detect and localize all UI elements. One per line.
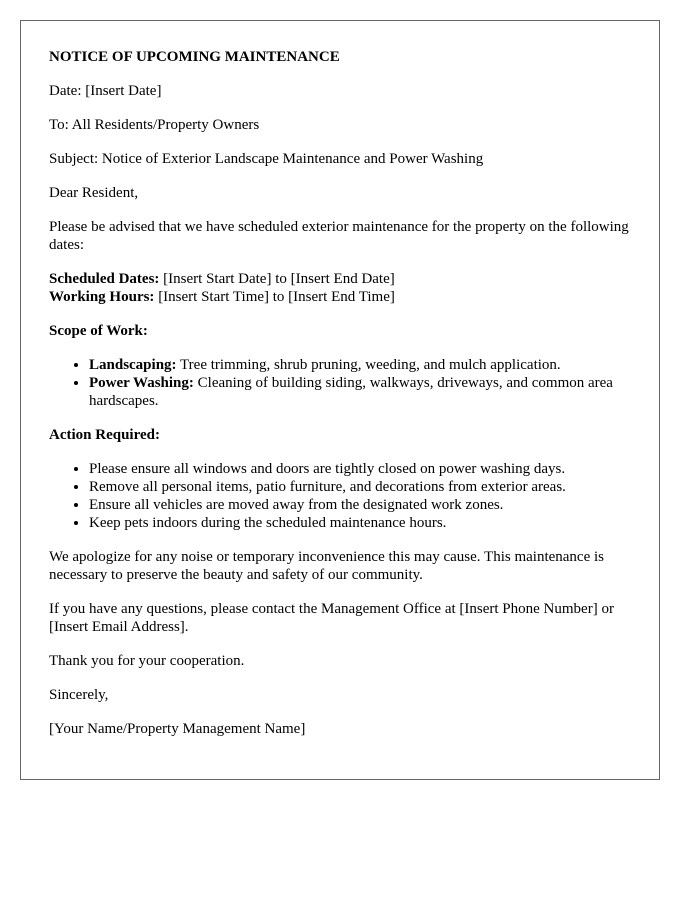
subject-line: Subject: Notice of Exterior Landscape Maintenance and Power Washing	[49, 151, 484, 167]
scheduled-dates-label: Scheduled Dates:	[49, 271, 160, 287]
schedule-block	[49, 270, 631, 306]
apology-paragraph: We apologize for any noise or temporary inconvenience this may cause. This maintenance is necessary to preserve the beauty and safety of our community.	[49, 549, 604, 583]
action-item: • Keep pets indoors during the scheduled maintenance hours.	[89, 514, 631, 532]
maintenance-notice-letter	[20, 20, 660, 780]
action-list	[49, 460, 631, 532]
working-hours-label: Working Hours:	[49, 289, 155, 305]
recipient-line: To: All Residents/Property Owners	[49, 117, 260, 133]
action-heading: Action Required:	[49, 427, 160, 443]
thanks-line: Thank you for your cooperation.	[49, 653, 245, 669]
scope-item-text: Cleaning of building siding, walkways, driveways, and common area hardscapes.	[89, 375, 613, 409]
scope-item-power-washing	[89, 374, 631, 410]
date-line: Date: [Insert Date]	[49, 83, 162, 99]
action-item: • Ensure all vehicles are moved away from the designated work zones.	[89, 496, 631, 514]
intro-paragraph: Please be advised that we have scheduled exterior maintenance for the property on the following dates:	[49, 219, 629, 253]
scope-list	[49, 356, 631, 410]
scope-item-label: Landscaping:	[89, 357, 177, 373]
scope-item-text: Tree trimming, shrub pruning, weeding, and mulch application.	[176, 357, 561, 373]
working-hours-value: [Insert Start Time] to [Insert End Time]	[154, 289, 395, 305]
scope-heading: Scope of Work:	[49, 323, 148, 339]
notice-title: NOTICE OF UPCOMING MAINTENANCE	[49, 49, 340, 65]
scope-item-label: Power Washing:	[89, 375, 194, 391]
salutation: Dear Resident,	[49, 185, 139, 201]
scheduled-dates-value: [Insert Start Date] to [Insert End Date]	[159, 271, 395, 287]
contact-paragraph: If you have any questions, please contact the Management Office at [Insert Phone Number] or [Insert Email Address].	[49, 601, 614, 635]
signature-line: [Your Name/Property Management Name]	[49, 721, 306, 737]
closing-line: Sincerely,	[49, 687, 109, 703]
action-item: • Please ensure all windows and doors are tightly closed on power washing days.	[89, 460, 631, 478]
action-item: • Remove all personal items, patio furniture, and decorations from exterior areas.	[89, 478, 631, 496]
scope-item-landscaping	[89, 356, 631, 374]
